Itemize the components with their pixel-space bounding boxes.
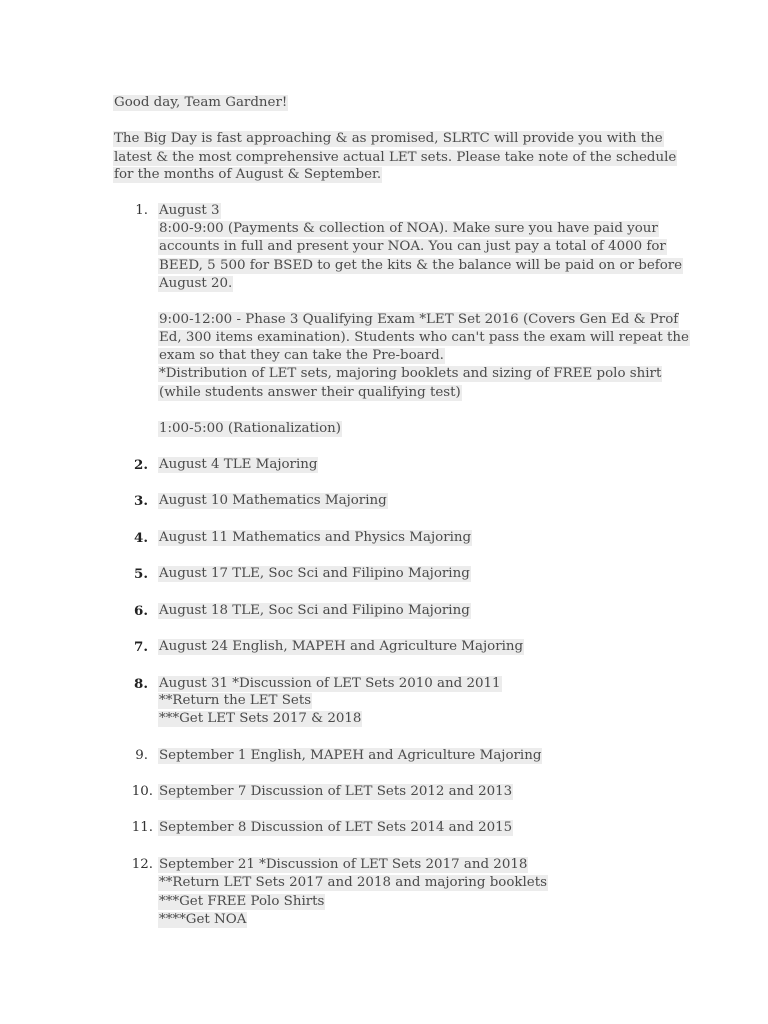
list-item-text: exam so that they can take the Pre-board. xyxy=(159,348,444,363)
list-item-text: 9:00-12:00 - Phase 3 Qualifying Exam *LET Set 2016 (Covers Gen Ed & Prof xyxy=(159,312,679,327)
list-number: 1. xyxy=(135,203,148,218)
list-item-line xyxy=(158,566,471,582)
intro-text: The Big Day is fast approaching & as promised, SLRTC will provide you with the xyxy=(114,131,663,146)
list-item-line xyxy=(158,693,312,709)
list-item-line xyxy=(158,820,513,836)
list-item-line xyxy=(158,385,462,401)
list-item-line xyxy=(158,258,683,274)
list-item-line xyxy=(158,457,318,473)
list-item-text: September 1 English, MAPEH and Agriculture Majoring xyxy=(159,748,542,763)
list-item-text: August 31 *Discussion of LET Sets 2010 and 2011 xyxy=(159,676,501,691)
list-number: 4. xyxy=(134,530,148,546)
list-item-text: August 10 Mathematics Majoring xyxy=(159,493,387,508)
list-item-line xyxy=(158,348,445,364)
intro-text: latest & the most comprehensive actual LET sets. Please take note of the schedule xyxy=(114,149,677,165)
list-item-line xyxy=(158,857,528,873)
list-number: 11. xyxy=(131,820,153,835)
list-number: 5. xyxy=(134,566,148,582)
list-item-text: accounts in full and present your NOA. You can just pay a total of 4000 for xyxy=(159,239,666,254)
intro-line-3 xyxy=(113,167,382,183)
list-item-text: 1:00-5:00 (Rationalization) xyxy=(159,421,342,436)
list-number: 10. xyxy=(131,784,153,799)
list-item-text: *Distribution of LET sets, majoring booklets and sizing of FREE polo shirt xyxy=(159,366,662,381)
list-item-text: Ed, 300 items examination). Students who can't pass the exam will repeat the xyxy=(159,330,689,345)
greeting-line xyxy=(113,95,288,111)
list-item-line xyxy=(158,912,247,928)
list-item-line xyxy=(158,221,659,237)
list-item-text: August 4 TLE Majoring xyxy=(159,457,318,472)
list-item-text: August 20. xyxy=(159,276,233,291)
list-item-text: September 8 Discussion of LET Sets 2014 and 2015 xyxy=(159,820,513,835)
list-number: 9. xyxy=(135,748,148,763)
list-item-line xyxy=(158,676,502,692)
list-item-line xyxy=(158,711,362,727)
greeting-text: Good day, Team Gardner! xyxy=(114,95,288,110)
list-item-line xyxy=(158,421,342,437)
list-item-line xyxy=(158,276,233,292)
list-item-line xyxy=(158,784,513,800)
list-item-line xyxy=(158,330,690,346)
list-item-line xyxy=(158,748,542,764)
list-item-text: August 11 Mathematics and Physics Majoring xyxy=(159,530,472,545)
list-item-line xyxy=(158,312,679,328)
list-item-line xyxy=(158,366,662,382)
list-number: 3. xyxy=(134,493,148,509)
list-item-text: ***Get LET Sets 2017 & 2018 xyxy=(159,711,362,726)
list-item-text: **Return LET Sets 2017 and 2018 and majoring booklets xyxy=(159,875,547,890)
list-number: 8. xyxy=(134,676,148,692)
list-item-text: August 17 TLE, Soc Sci and Filipino Majoring xyxy=(159,566,470,581)
list-item-line xyxy=(158,894,325,910)
list-item-line xyxy=(158,239,667,255)
list-item-text: (while students answer their qualifying test) xyxy=(159,385,461,400)
list-number: 7. xyxy=(134,639,148,655)
list-item-text: **Return the LET Sets xyxy=(159,693,312,708)
list-item-text: August 18 TLE, Soc Sci and Filipino Majoring xyxy=(159,603,470,618)
list-number: 2. xyxy=(134,457,148,473)
list-item-text: 8:00-9:00 (Payments & collection of NOA). Make sure you have paid your xyxy=(159,221,658,236)
list-item-text: BEED, 5 500 for BSED to get the kits & the balance will be paid on or before xyxy=(159,258,683,273)
list-item-line xyxy=(158,875,548,891)
list-item-text: August 24 English, MAPEH and Agriculture Majoring xyxy=(159,639,524,654)
intro-text: for the months of August & September. xyxy=(114,167,382,182)
list-item-text: ****Get NOA xyxy=(159,912,247,927)
list-number: 6. xyxy=(134,603,148,619)
list-item-line xyxy=(158,639,524,655)
list-item-line xyxy=(158,203,221,219)
list-item-line xyxy=(158,493,388,509)
intro-line-1 xyxy=(113,131,664,147)
list-item-line xyxy=(158,530,472,546)
intro-line-2 xyxy=(113,150,677,166)
list-item-text: ***Get FREE Polo Shirts xyxy=(159,894,325,909)
list-item-text: September 7 Discussion of LET Sets 2012 and 2013 xyxy=(159,784,513,799)
list-item-text: August 3 xyxy=(159,203,220,218)
list-number: 12. xyxy=(131,857,153,872)
list-item-text: September 21 *Discussion of LET Sets 2017 and 2018 xyxy=(159,857,528,872)
list-item-line xyxy=(158,603,471,619)
